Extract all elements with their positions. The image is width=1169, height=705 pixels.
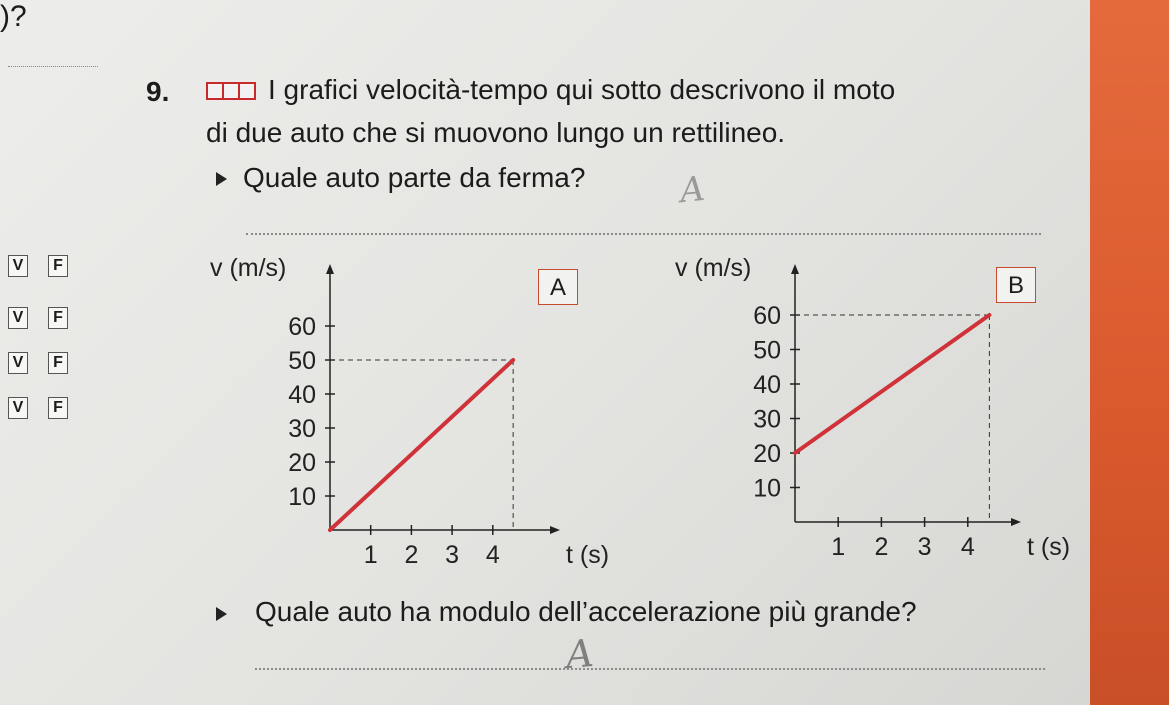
y-tick-label: 10	[753, 474, 781, 503]
false-box[interactable]: F	[48, 397, 68, 419]
y-tick-label: 40	[753, 371, 781, 399]
x-tick-label: 1	[363, 541, 378, 569]
y-tick-label: 50	[753, 336, 781, 365]
x-tick-label: 3	[445, 541, 460, 569]
velocity-line	[330, 360, 513, 530]
question-text-line-2: di due auto che si muovono lungo un rettilineo.	[206, 117, 786, 148]
handwritten-answer-1: A	[677, 168, 707, 212]
true-false-row[interactable]	[8, 397, 68, 419]
sub-question-2: Quale auto ha modulo dell’accelerazione più grande?	[255, 596, 917, 627]
y-tick-label: 10	[288, 483, 316, 511]
chart-b-label: B	[996, 267, 1036, 303]
handwritten-answer-2: A	[564, 630, 596, 678]
x-tick-label: 3	[917, 533, 932, 561]
y-axis-arrow	[326, 264, 334, 274]
true-false-row[interactable]	[8, 352, 68, 374]
sub-question-1: Quale auto parte da ferma?	[243, 162, 586, 193]
bullet-arrow-icon	[216, 607, 227, 621]
y-axis-label: v (m/s)	[210, 255, 287, 282]
y-axis-label: v (m/s)	[675, 255, 752, 282]
true-box[interactable]: V	[8, 397, 28, 419]
true-false-row[interactable]	[8, 307, 68, 329]
y-tick-label: 40	[288, 381, 316, 409]
x-tick-label: 1	[831, 533, 846, 561]
true-false-row[interactable]	[8, 255, 68, 277]
velocity-line	[795, 315, 989, 453]
question-number: 9.	[146, 76, 170, 107]
chart-a-label: A	[538, 269, 578, 305]
true-box[interactable]: V	[8, 307, 28, 329]
previous-question-tail: )?	[0, 0, 27, 33]
difficulty-badge	[206, 82, 256, 100]
separator	[8, 66, 98, 67]
y-tick-label: 20	[288, 449, 316, 477]
true-box[interactable]: V	[8, 255, 28, 277]
question-text-line-1: I grafici velocità-tempo qui sotto descrivono il moto	[268, 74, 896, 105]
chart-b-svg	[660, 255, 1080, 585]
x-axis-arrow	[550, 526, 560, 534]
y-tick-label: 60	[288, 313, 316, 341]
y-tick-label: 20	[753, 440, 781, 468]
x-axis-label: t (s)	[1027, 533, 1071, 561]
x-tick-label: 2	[874, 533, 889, 561]
chart-a	[190, 255, 610, 585]
y-tick-label: 30	[288, 415, 316, 443]
answer-line-1	[246, 233, 1041, 235]
x-tick-label: 2	[404, 541, 419, 569]
false-box[interactable]: F	[48, 307, 68, 329]
x-tick-label: 4	[485, 541, 500, 569]
answer-line-2	[255, 668, 1045, 670]
x-tick-label: 4	[960, 533, 975, 561]
x-axis-label: t (s)	[566, 541, 610, 569]
y-tick-label: 30	[753, 405, 781, 434]
true-box[interactable]: V	[8, 352, 28, 374]
x-axis-arrow	[1011, 518, 1021, 526]
y-tick-label: 60	[753, 302, 781, 330]
y-axis-arrow	[791, 264, 799, 274]
page-edge-band	[1090, 0, 1169, 705]
false-box[interactable]: F	[48, 352, 68, 374]
bullet-arrow-icon	[216, 172, 227, 186]
false-box[interactable]: F	[48, 255, 68, 277]
chart-b	[660, 255, 1080, 585]
y-tick-label: 50	[288, 347, 316, 375]
